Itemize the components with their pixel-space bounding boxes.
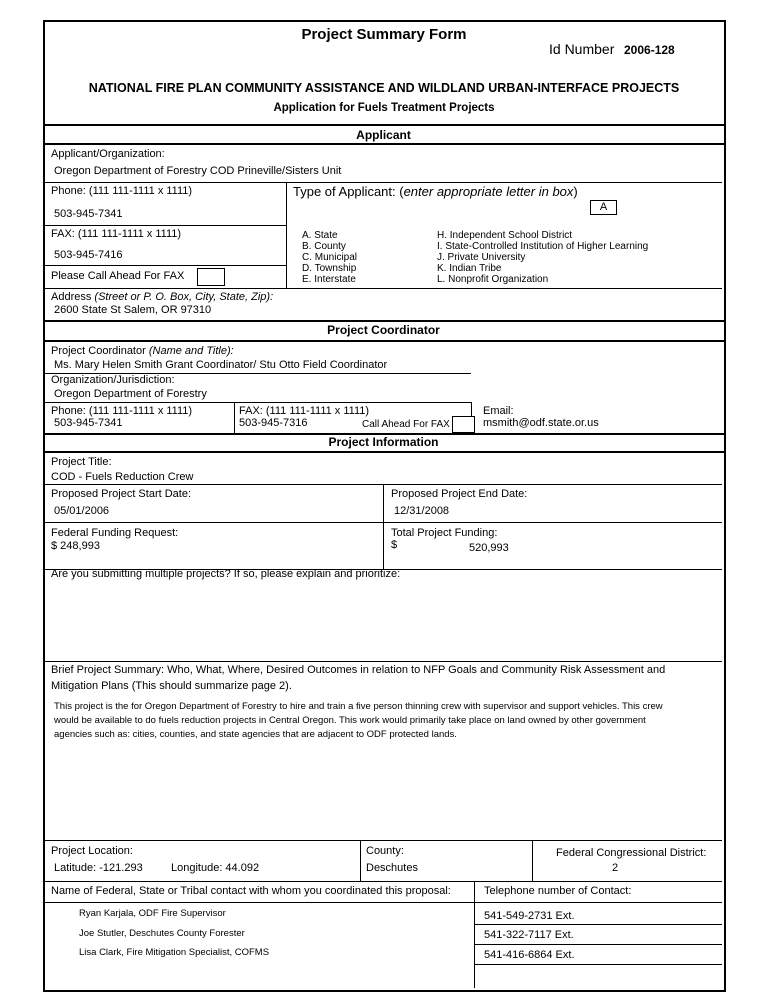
applicant-phone-value[interactable]: 503-945-7341: [54, 208, 123, 220]
applicant-type-option: D. Township: [302, 263, 357, 274]
applicant-type-option: A. State: [302, 230, 338, 241]
county-label: County:: [366, 845, 404, 857]
project-title-value[interactable]: COD - Fuels Reduction Crew: [51, 471, 194, 483]
applicant-phone-label: Phone: (111 111-1111 x 1111): [51, 185, 193, 197]
federal-funding-label: Federal Funding Request:: [51, 527, 179, 539]
applicant-fax-label: FAX: (111 111-1111 x 1111): [51, 228, 182, 240]
contact-phone[interactable]: 541-416-6864 Ext.: [484, 949, 575, 961]
project-section-title: Project Information: [328, 435, 439, 449]
coordinator-phone-value[interactable]: 503-945-7341: [54, 417, 123, 429]
summary-text-line: would be available to do fuels reduction projects in Central Oregon. This work would primarily take place on land owned by other government: [54, 715, 646, 726]
federal-funding-value[interactable]: $ 248,993: [51, 540, 100, 552]
applicant-type-option: E. Interstate: [302, 274, 356, 285]
type-of-applicant-box[interactable]: A: [590, 200, 617, 215]
applicant-call-ahead-checkbox[interactable]: [197, 268, 225, 286]
id-number-value: 2006-128: [624, 43, 675, 57]
type-of-applicant-label: Type of Applicant: (enter appropriate letter in box): [293, 184, 578, 199]
district-value[interactable]: 2: [612, 862, 619, 874]
multiple-projects-field[interactable]: [45, 585, 722, 661]
applicant-type-option: H. Independent School District: [437, 230, 573, 241]
applicant-type-option: B. County: [302, 241, 346, 252]
applicant-call-ahead-label: Please Call Ahead For FAX: [51, 270, 185, 282]
summary-text-line: agencies such as: cities, counties, and state agencies that are adjacent to ODF protected lands.: [54, 729, 457, 740]
total-funding-value[interactable]: 520,993: [469, 542, 509, 554]
applicant-org-label: Applicant/Organization:: [51, 148, 165, 160]
form-heading: NATIONAL FIRE PLAN COMMUNITY ASSISTANCE AND WILDLAND URBAN-INTERFACE PROJECTS: [88, 81, 680, 95]
coordinator-name-value[interactable]: Ms. Mary Helen Smith Grant Coordinator/ Stu Otto Field Coordinator: [54, 359, 388, 371]
coordinator-name-label: Project Coordinator (Name and Title):: [51, 345, 234, 357]
coordinator-section-title: Project Coordinator: [327, 323, 440, 337]
contact-name[interactable]: Joe Stutler, Deschutes County Forester: [79, 928, 245, 939]
applicant-address-label: Address (Street or P. O. Box, City, State, Zip):: [51, 291, 274, 303]
coordinator-org-value[interactable]: Oregon Department of Forestry: [54, 388, 207, 400]
latitude-value[interactable]: Latitude: -121.293: [54, 862, 143, 874]
coordinator-call-ahead-label: Call Ahead For FAX: [362, 419, 450, 430]
contact-phone[interactable]: 541-322-7117 Ext.: [484, 929, 574, 941]
form-subheading: Application for Fuels Treatment Projects: [273, 102, 495, 114]
contact-name[interactable]: Ryan Karjala, ODF Fire Supervisor: [79, 908, 226, 919]
summary-label-line1: Brief Project Summary: Who, What, Where, Desired Outcomes in relation to NFP Goals and Community Risk Assessment and: [51, 664, 666, 676]
project-end-value[interactable]: 12/31/2008: [394, 505, 450, 517]
applicant-address-value[interactable]: 2600 State St Salem, OR 97310: [54, 304, 212, 316]
id-number-label: Id Number: [549, 41, 615, 57]
summary-text-line: This project is the for Oregon Department of Forestry to hire and train a five person thinning crew with supervisor and support vehicles. This crew: [54, 701, 663, 712]
project-title-label: Project Title:: [51, 456, 112, 468]
applicant-fax-value[interactable]: 503-945-7416: [54, 249, 123, 261]
project-start-value[interactable]: 05/01/2006: [54, 505, 110, 517]
county-value[interactable]: Deschutes: [366, 862, 418, 874]
total-funding-label: Total Project Funding:: [391, 527, 498, 539]
applicant-type-option: L. Nonprofit Organization: [437, 274, 549, 285]
coordinator-fax-label: FAX: (111 111-1111 x 1111): [239, 405, 370, 417]
applicant-type-option: J. Private University: [437, 252, 526, 263]
form-title: Project Summary Form: [301, 26, 467, 43]
coordinator-fax-value[interactable]: 503-945-7316: [239, 417, 308, 429]
district-label: Federal Congressional District:: [556, 847, 707, 859]
applicant-type-option: I. State-Controlled Institution of Higher Learning: [437, 241, 649, 252]
applicant-type-option: K. Indian Tribe: [437, 263, 502, 274]
project-end-label: Proposed Project End Date:: [391, 488, 528, 500]
multiple-projects-label: Are you submitting multiple projects? If so, please explain and prioritize:: [51, 568, 401, 580]
coordinator-call-ahead-checkbox[interactable]: [452, 416, 475, 433]
project-location-label: Project Location:: [51, 845, 133, 857]
coordinator-phone-label: Phone: (111 111-1111 x 1111): [51, 405, 193, 417]
total-funding-currency: $: [391, 539, 398, 551]
applicant-org-value[interactable]: Oregon Department of Forestry COD Prineville/Sisters Unit: [54, 165, 342, 177]
summary-label-line2: Mitigation Plans (This should summarize page 2).: [51, 680, 292, 692]
applicant-type-option: C. Municipal: [302, 252, 358, 263]
coordinator-email-label: Email:: [483, 405, 514, 417]
applicant-section-title: Applicant: [356, 128, 411, 142]
coordinator-org-label: Organization/Jurisdiction:: [51, 374, 175, 386]
longitude-value[interactable]: Longitude: 44.092: [171, 862, 260, 874]
contact-name-header: Name of Federal, State or Tribal contact with whom you coordinated this proposal:: [51, 885, 451, 897]
contact-phone[interactable]: 541-549-2731 Ext.: [484, 910, 575, 922]
project-start-label: Proposed Project Start Date:: [51, 488, 192, 500]
contact-name[interactable]: Lisa Clark, Fire Mitigation Specialist, COFMS: [79, 947, 270, 958]
coordinator-email-value[interactable]: msmith@odf.state.or.us: [483, 417, 599, 429]
contact-phone-header: Telephone number of Contact:: [484, 885, 632, 897]
